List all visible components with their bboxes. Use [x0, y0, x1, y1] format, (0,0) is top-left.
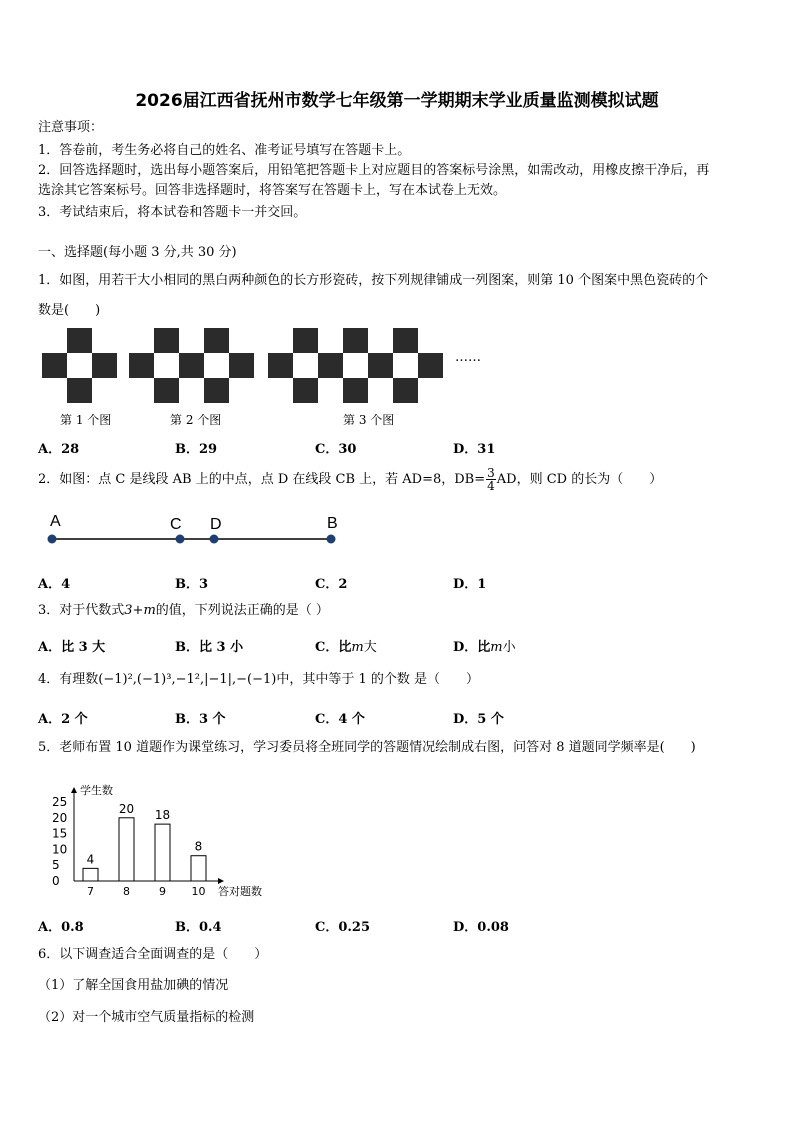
question-6-item: （2）对一个城市空气质量指标的检测: [38, 1010, 255, 1025]
black-tile: [92, 353, 117, 378]
black-tile: [418, 353, 443, 378]
question-1-text: 数是( ): [38, 303, 101, 318]
question-2-text-b: AD，则 CD 的长为（ ）: [496, 472, 663, 487]
bar-value-label: 18: [154, 808, 171, 823]
question-3-text-a: 3．对于代数式: [38, 603, 125, 618]
fraction-denominator: 4: [487, 479, 495, 493]
y-axis-arrow: [71, 787, 77, 793]
option-c-label: C．比: [315, 640, 352, 655]
black-tile: [293, 378, 318, 403]
point-c: [176, 535, 185, 544]
option-d: D．1: [453, 577, 487, 592]
chart-bars: [83, 802, 206, 898]
point-a: [48, 535, 57, 544]
question-6-text: 6．以下调查适合全面调查的是（ ）: [38, 947, 268, 962]
x-axis-label: 答对题数: [218, 885, 262, 898]
black-tile: [154, 378, 179, 403]
figure-caption: 第 2 个图: [170, 413, 222, 427]
black-tile: [318, 353, 343, 378]
option-d-label: D．比: [453, 640, 491, 655]
fraction-numerator: 3: [487, 466, 495, 480]
black-tile: [67, 378, 92, 403]
black-tile: [393, 378, 418, 403]
option-a: A．28: [38, 442, 80, 457]
option-c-var: m: [351, 640, 364, 655]
y-tick-label: 15: [52, 826, 68, 841]
bar: [83, 868, 98, 881]
y-tick-label: 0: [52, 874, 60, 888]
question-3-text: [38, 603, 329, 619]
option-d-tail: 小: [502, 640, 516, 655]
y-tick-label: 25: [52, 795, 68, 809]
option-d: D．5 个: [453, 712, 504, 727]
black-tile: [204, 378, 229, 403]
ellipsis: ……: [455, 350, 481, 365]
option-c: C．2: [315, 577, 348, 592]
bar-value-label: 8: [194, 839, 203, 854]
bar-chart: [30, 780, 280, 905]
option-a: A．2 个: [38, 712, 88, 727]
option-d: [453, 636, 516, 655]
option-a: A．比 3 大: [38, 640, 106, 655]
black-tile: [393, 328, 418, 353]
x-tick-label: 10: [191, 885, 206, 898]
black-tile: [343, 378, 368, 403]
option-d-var: m: [490, 640, 503, 655]
point-b: [327, 535, 336, 544]
label-c: C: [170, 516, 182, 533]
option-c: C．30: [315, 442, 357, 457]
black-tile: [42, 353, 67, 378]
black-tile: [268, 353, 293, 378]
black-tile: [204, 328, 229, 353]
y-axis-label: 学生数: [80, 784, 113, 797]
black-tile: [154, 328, 179, 353]
label-a: A: [50, 513, 61, 530]
x-tick-label: 7: [87, 885, 94, 898]
y-tick-label: 5: [52, 858, 60, 873]
notice-item: 3．考试结束后，将本试卷和答题卡一并交回。: [38, 205, 307, 220]
option-c: [315, 636, 377, 655]
option-b: B．0.4: [175, 920, 222, 935]
notice-item: 选涂其它答案标号。回答非选择题时，将答案写在答题卡上，写在本试卷上无效。: [38, 183, 507, 198]
bar: [119, 818, 134, 881]
y-tick-label: 20: [52, 810, 68, 825]
question-4-text-a: 4．有理数: [38, 672, 99, 687]
question-2-text: [38, 465, 662, 495]
black-tile: [368, 353, 393, 378]
figure-caption: 第 3 个图: [343, 413, 395, 427]
option-a: A．0.8: [38, 920, 84, 935]
section-heading: 一、选择题(每小题 3 分,共 30 分): [38, 245, 237, 260]
option-d: D．31: [453, 442, 496, 457]
black-tile: [343, 328, 368, 353]
question-4-text: [38, 672, 479, 688]
question-3-text-b: 的值，下列说法正确的是（ ）: [155, 603, 329, 618]
y-tick-label: 10: [52, 842, 68, 857]
option-b: B．29: [175, 442, 218, 457]
x-tick-label: 9: [159, 885, 166, 898]
option-b: B．3 个: [175, 712, 226, 727]
x-axis-arrow: [218, 878, 224, 884]
bar: [155, 824, 170, 881]
black-tile: [179, 353, 204, 378]
black-tile: [229, 353, 254, 378]
point-d: [210, 535, 219, 544]
question-2-text-a: 2．如图：点 C 是线段 AB 上的中点，点 D 在线段 CB 上，若 AD=8，DB=: [38, 472, 486, 487]
option-c: C．4 个: [315, 712, 365, 727]
bar-value-label: 20: [118, 801, 135, 816]
page-title: 2026届江西省抚州市数学七年级第一学期期末学业质量监测模拟试题: [135, 91, 659, 111]
question-6-item: （1）了解全国食用盐加碘的情况: [38, 978, 229, 993]
option-c-tail: 大: [363, 640, 377, 655]
expression: (−1)²,(−1)³,−1²,|−1|,−(−1): [98, 672, 277, 687]
option-a: A．4: [38, 577, 71, 592]
notice-item: 2．回答选择题时，选出每小题答案后，用铅笔把答题卡上对应题目的答案标号涂黑，如需改动，用橡皮擦干净后，再: [38, 163, 710, 178]
option-d: D．0.08: [453, 920, 509, 935]
black-tile: [67, 328, 92, 353]
black-tile: [293, 328, 318, 353]
label-d: D: [210, 516, 222, 533]
notice-heading: 注意事项：: [38, 120, 104, 135]
notice-item: 1．答卷前，考生务必将自己的姓名、准考证号填写在答题卡上。: [38, 143, 411, 158]
figure-caption: 第 1 个图: [60, 413, 112, 427]
option-b: B．比 3 小: [175, 640, 244, 655]
question-4-text-b: 中，其中等于 1 的个数 是（ ）: [276, 672, 480, 687]
x-tick-label: 8: [123, 885, 130, 898]
bar-value-label: 4: [86, 852, 95, 867]
question-5-text: 5．老师布置 10 道题作为课堂练习，学习委员将全班同学的答题情况绘制成右图，问答对 8 道题同学频率是( ): [38, 740, 696, 755]
option-b: B．3: [175, 577, 209, 592]
label-b: B: [327, 515, 338, 532]
question-1-text: 1．如图，用若干大小相同的黑白两种颜色的长方形瓷砖，按下列规律铺成一列图案，则第 10 个图案中黑色瓷砖的个: [38, 273, 709, 288]
segment-figure: [30, 508, 360, 553]
bar: [191, 856, 206, 881]
option-c: C．0.25: [315, 920, 371, 935]
expression: 3+m: [124, 603, 156, 618]
black-tile: [129, 353, 154, 378]
fraction: [486, 467, 496, 492]
